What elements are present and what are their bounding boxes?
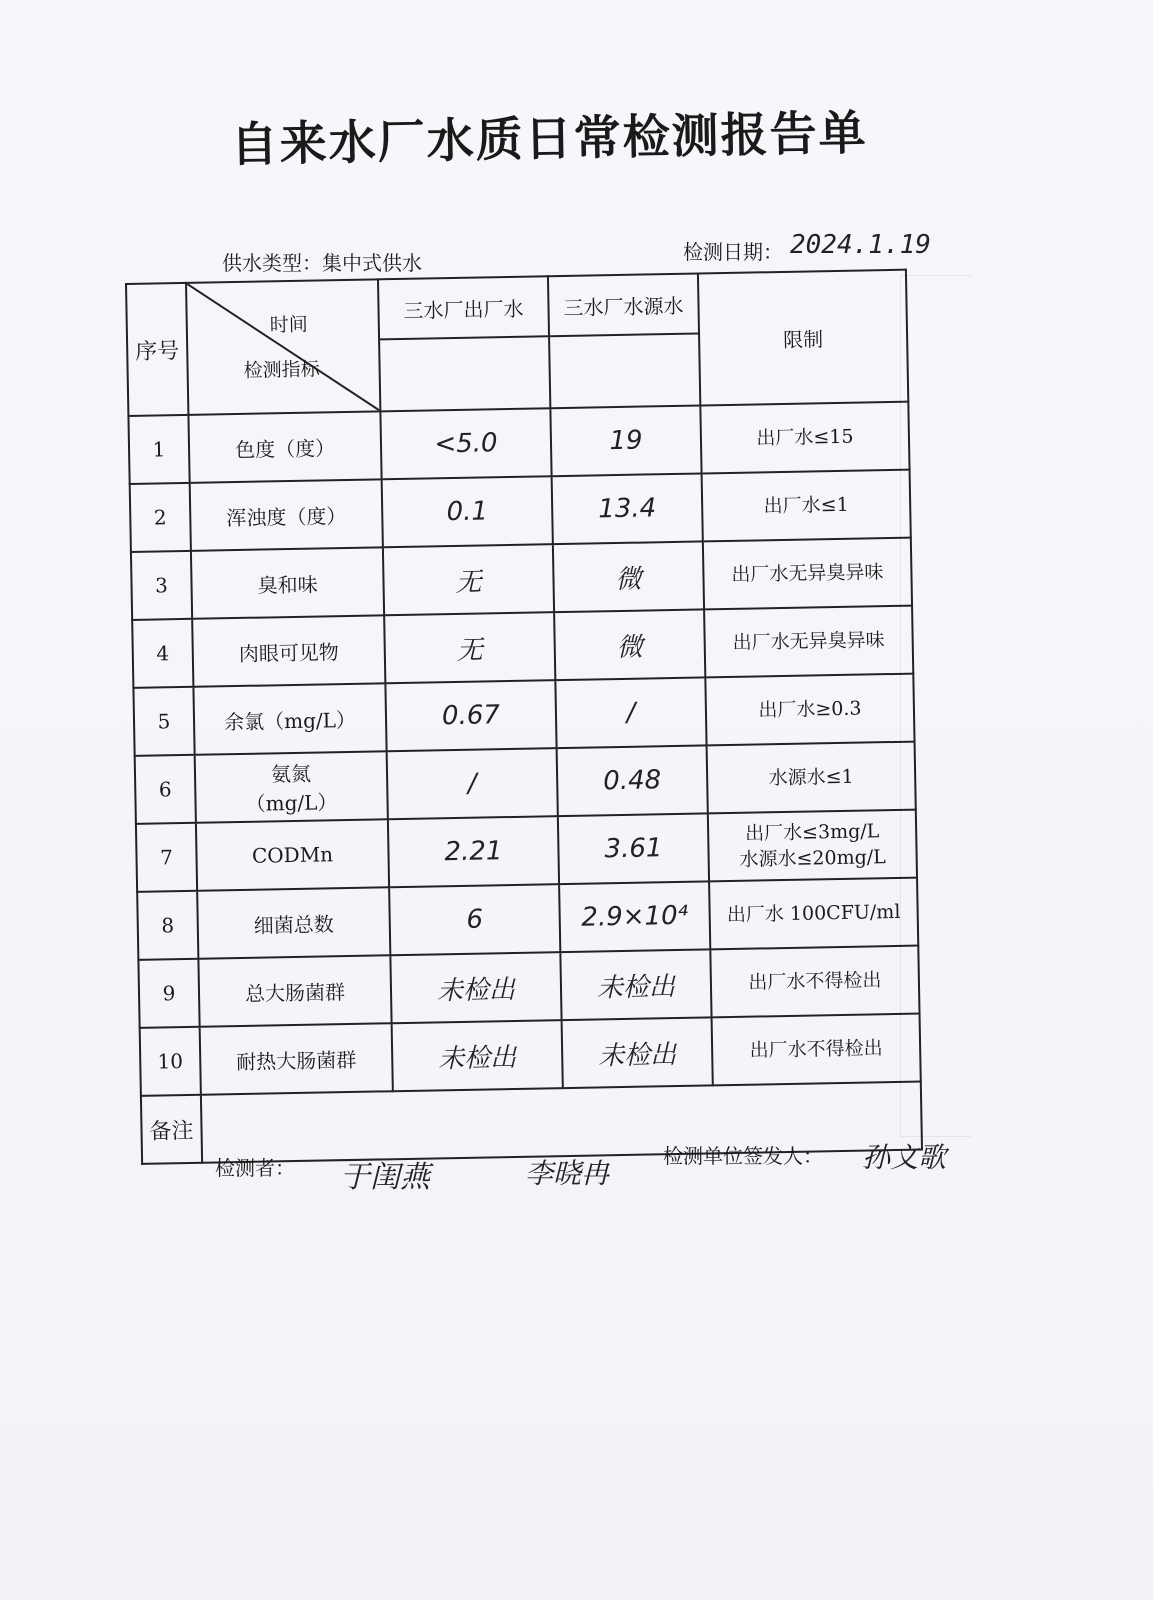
- remark-label: 备注: [141, 1095, 202, 1164]
- row-number: 10: [140, 1027, 201, 1096]
- row-indicator: 浑浊度（度）: [190, 479, 383, 551]
- row-outflow-value: 未检出: [392, 1020, 563, 1091]
- row-number: 2: [130, 483, 191, 552]
- issuer-label: 检测单位签发人：: [663, 1144, 823, 1168]
- row-source-value: 13.4: [552, 473, 703, 544]
- row-indicator: 氨氮 （mg/L）: [195, 751, 388, 823]
- row-outflow-value: 无: [383, 544, 554, 615]
- row-source-value: 0.48: [557, 745, 708, 816]
- row-limit: 出厂水≤1: [702, 470, 911, 542]
- row-indicator: 余氯（mg/L）: [193, 683, 386, 755]
- tester-signature-1: 于闺燕: [340, 1160, 430, 1195]
- report-title: 自来水厂水质日常检测报告单: [230, 105, 869, 173]
- diag-top-label: 时间: [269, 313, 308, 337]
- diagonal-line: [187, 280, 379, 413]
- table-body: [128, 402, 920, 1096]
- test-date-value: 2024.1.19: [790, 230, 931, 260]
- row-source-value: 微: [553, 541, 704, 612]
- row-limit: 出厂水 100CFU/ml: [709, 878, 918, 950]
- tester-label: 检测者：: [215, 1156, 295, 1180]
- row-outflow-value: 2.21: [388, 816, 559, 887]
- row-limit: 出厂水≤3mg/L 水源水≤20mg/L: [708, 810, 917, 882]
- row-indicator: 肉眼可见物: [192, 615, 385, 687]
- row-outflow-value: 0.1: [382, 476, 553, 547]
- row-indicator: 耐热大肠菌群: [200, 1023, 393, 1095]
- issuer-signature: 孙文歌: [862, 1141, 947, 1174]
- row-source-value: 2.9×10⁴: [559, 881, 710, 952]
- row-outflow-value: 0.67: [385, 680, 556, 751]
- row-limit: 出厂水≤15: [700, 402, 909, 474]
- row-limit: 出厂水≥0.3: [705, 674, 914, 746]
- row-indicator: CODMn: [196, 819, 389, 891]
- col-outflow-header: [378, 276, 550, 411]
- row-number: 8: [137, 891, 198, 960]
- row-indicator: 臭和味: [191, 547, 384, 619]
- row-source-value: /: [555, 677, 706, 748]
- row-source-value: 19: [550, 405, 701, 476]
- row-outflow-value: 无: [384, 612, 555, 683]
- row-outflow-value: 未检出: [390, 952, 561, 1023]
- col-source-label: 三水厂水源水: [549, 275, 698, 338]
- row-number: 9: [138, 959, 199, 1028]
- seq-header: 序号: [126, 283, 188, 416]
- row-source-value: 微: [554, 609, 705, 680]
- test-date-label: 检测日期：: [683, 240, 783, 264]
- row-number: 5: [133, 687, 194, 756]
- row-number: 7: [136, 823, 197, 892]
- table-header-row: [126, 270, 908, 416]
- row-indicator: 总大肠菌群: [198, 955, 391, 1027]
- row-source-value: 未检出: [562, 1017, 713, 1088]
- row-number: 4: [132, 619, 193, 688]
- row-limit: 出厂水无异臭异味: [704, 606, 913, 678]
- row-limit: 出厂水不得检出: [712, 1014, 921, 1086]
- diag-bottom-label: 检测指标: [243, 358, 320, 382]
- tester-signature-2: 李晓冉: [525, 1157, 610, 1190]
- diagonal-header-cell: [186, 279, 380, 414]
- row-number: 1: [128, 415, 189, 484]
- col-outflow-label: 三水厂出厂水: [379, 277, 548, 340]
- row-indicator: 色度（度）: [188, 411, 381, 483]
- row-number: 6: [135, 755, 196, 824]
- row-source-value: 未检出: [560, 949, 711, 1020]
- row-indicator: 细菌总数: [197, 887, 390, 959]
- row-limit: 出厂水无异臭异味: [703, 538, 912, 610]
- row-outflow-value: /: [387, 748, 558, 819]
- supply-type: 供水类型：集中式供水: [222, 251, 422, 275]
- row-outflow-value: <5.0: [380, 408, 551, 479]
- row-limit: 出厂水不得检出: [710, 946, 919, 1018]
- col-source-header: [548, 273, 700, 408]
- row-outflow-value: 6: [389, 884, 560, 955]
- row-limit: 水源水≤1: [707, 742, 916, 814]
- row-source-value: 3.61: [558, 813, 709, 884]
- row-number: 3: [131, 551, 192, 620]
- report-table: [125, 269, 921, 1165]
- limit-header: 限制: [698, 270, 908, 406]
